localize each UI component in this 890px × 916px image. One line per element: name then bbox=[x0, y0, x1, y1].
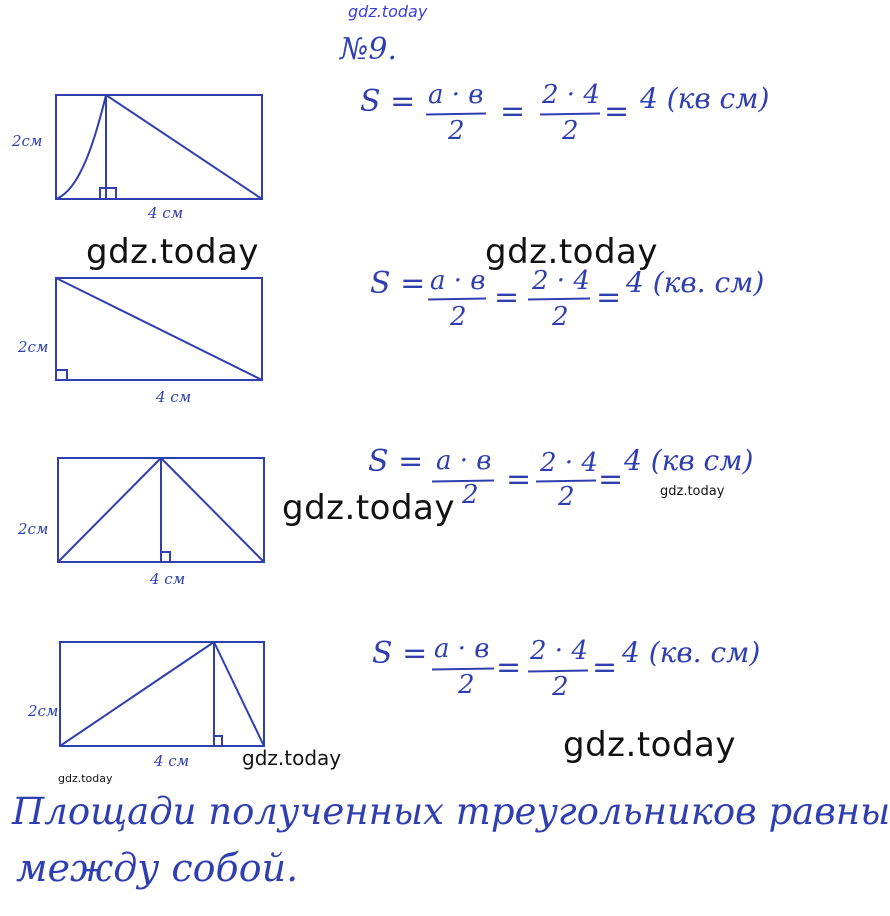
formula-3-result: 4 (кв см) bbox=[624, 444, 754, 477]
formula-4-result: 4 (кв. см) bbox=[622, 636, 761, 669]
formula-4-eq3: = bbox=[592, 650, 618, 685]
formula-1-result: 4 (кв см) bbox=[640, 82, 770, 115]
triangle-side-left-4 bbox=[60, 642, 214, 746]
side-label-2: 2см bbox=[18, 338, 49, 356]
right-angle-mark-3 bbox=[161, 552, 170, 562]
formula-2-bar2 bbox=[528, 297, 590, 300]
right-angle-mark-2 bbox=[56, 370, 67, 380]
watermark-6: gdz.today bbox=[242, 746, 342, 770]
side-label-4: 2см bbox=[28, 702, 59, 720]
formula-2-den2: 2 bbox=[552, 302, 569, 332]
formula-1-eq2: = bbox=[500, 94, 526, 129]
triangle-side-left bbox=[56, 95, 106, 199]
bottom-label-1: 4 см bbox=[148, 204, 184, 222]
formula-2-num2: 2 · 4 bbox=[532, 266, 590, 296]
task-number: №9. bbox=[340, 32, 398, 67]
triangle-side-right-4 bbox=[214, 642, 264, 746]
formula-2-eq2: = bbox=[494, 280, 520, 315]
watermark-4: gdz.today bbox=[660, 484, 725, 499]
watermark-2: gdz.today bbox=[485, 232, 658, 272]
triangle-side-right-3 bbox=[161, 458, 264, 562]
bottom-label-3: 4 см bbox=[150, 570, 186, 588]
diagonal-2 bbox=[56, 278, 262, 380]
conclusion-line-2: между собой. bbox=[16, 846, 299, 890]
bottom-label-2: 4 см bbox=[156, 388, 192, 406]
conclusion-line-1: Площади полученных треугольников равны bbox=[12, 790, 890, 833]
rectangle-4 bbox=[60, 642, 264, 746]
formula-2-den1: 2 bbox=[450, 302, 467, 332]
formula-3-num2: 2 · 4 bbox=[540, 448, 598, 478]
figure-4 bbox=[0, 624, 300, 764]
formula-1-den2: 2 bbox=[562, 116, 579, 146]
formula-4-num1: a · в bbox=[434, 634, 490, 664]
figure-3 bbox=[0, 440, 300, 580]
formula-4 bbox=[370, 622, 770, 702]
formula-2-num1: a · в bbox=[430, 266, 486, 296]
formula-4-num2: 2 · 4 bbox=[530, 636, 588, 666]
formula-4-s: S = bbox=[372, 636, 428, 671]
formula-4-den1: 2 bbox=[458, 670, 475, 700]
triangle-side-left-3 bbox=[58, 458, 161, 562]
formula-4-eq2: = bbox=[496, 650, 522, 685]
formula-1-num1: a · в bbox=[428, 80, 484, 110]
formula-3-eq3: = bbox=[598, 462, 624, 497]
watermark-7: gdz.today bbox=[58, 772, 113, 785]
formula-2-eq3: = bbox=[596, 280, 622, 315]
formula-1-eq3: = bbox=[604, 94, 630, 129]
formula-3-s: S = bbox=[368, 444, 424, 479]
side-label-1: 2см bbox=[12, 132, 43, 150]
formula-1 bbox=[350, 78, 770, 158]
figure-2 bbox=[0, 262, 300, 402]
watermark-5: gdz.today bbox=[563, 725, 736, 765]
formula-4-den2: 2 bbox=[552, 672, 569, 702]
formula-2 bbox=[360, 260, 770, 340]
right-angle-mark-1 bbox=[100, 188, 116, 199]
watermark-3: gdz.today bbox=[282, 488, 455, 528]
formula-2-bar1 bbox=[428, 297, 486, 300]
formula-2-result: 4 (кв. см) bbox=[626, 266, 765, 299]
formula-3-den2: 2 bbox=[558, 482, 575, 512]
formula-3-den1: 2 bbox=[462, 480, 479, 510]
formula-1-num2: 2 · 4 bbox=[542, 80, 600, 110]
side-label-3: 2см bbox=[18, 520, 49, 538]
formula-1-s: S = bbox=[360, 84, 416, 119]
formula-3-num1: a · в bbox=[436, 446, 492, 476]
bottom-label-4: 4 см bbox=[154, 752, 190, 770]
watermark-top: gdz.today bbox=[348, 2, 428, 21]
right-angle-mark-4 bbox=[214, 736, 222, 746]
formula-1-den1: 2 bbox=[448, 116, 465, 146]
formula-2-s: S = bbox=[370, 266, 426, 301]
triangle-side-right bbox=[106, 95, 262, 199]
watermark-1: gdz.today bbox=[86, 232, 259, 272]
rectangle-1 bbox=[56, 95, 262, 199]
formula-3-eq2: = bbox=[506, 462, 532, 497]
